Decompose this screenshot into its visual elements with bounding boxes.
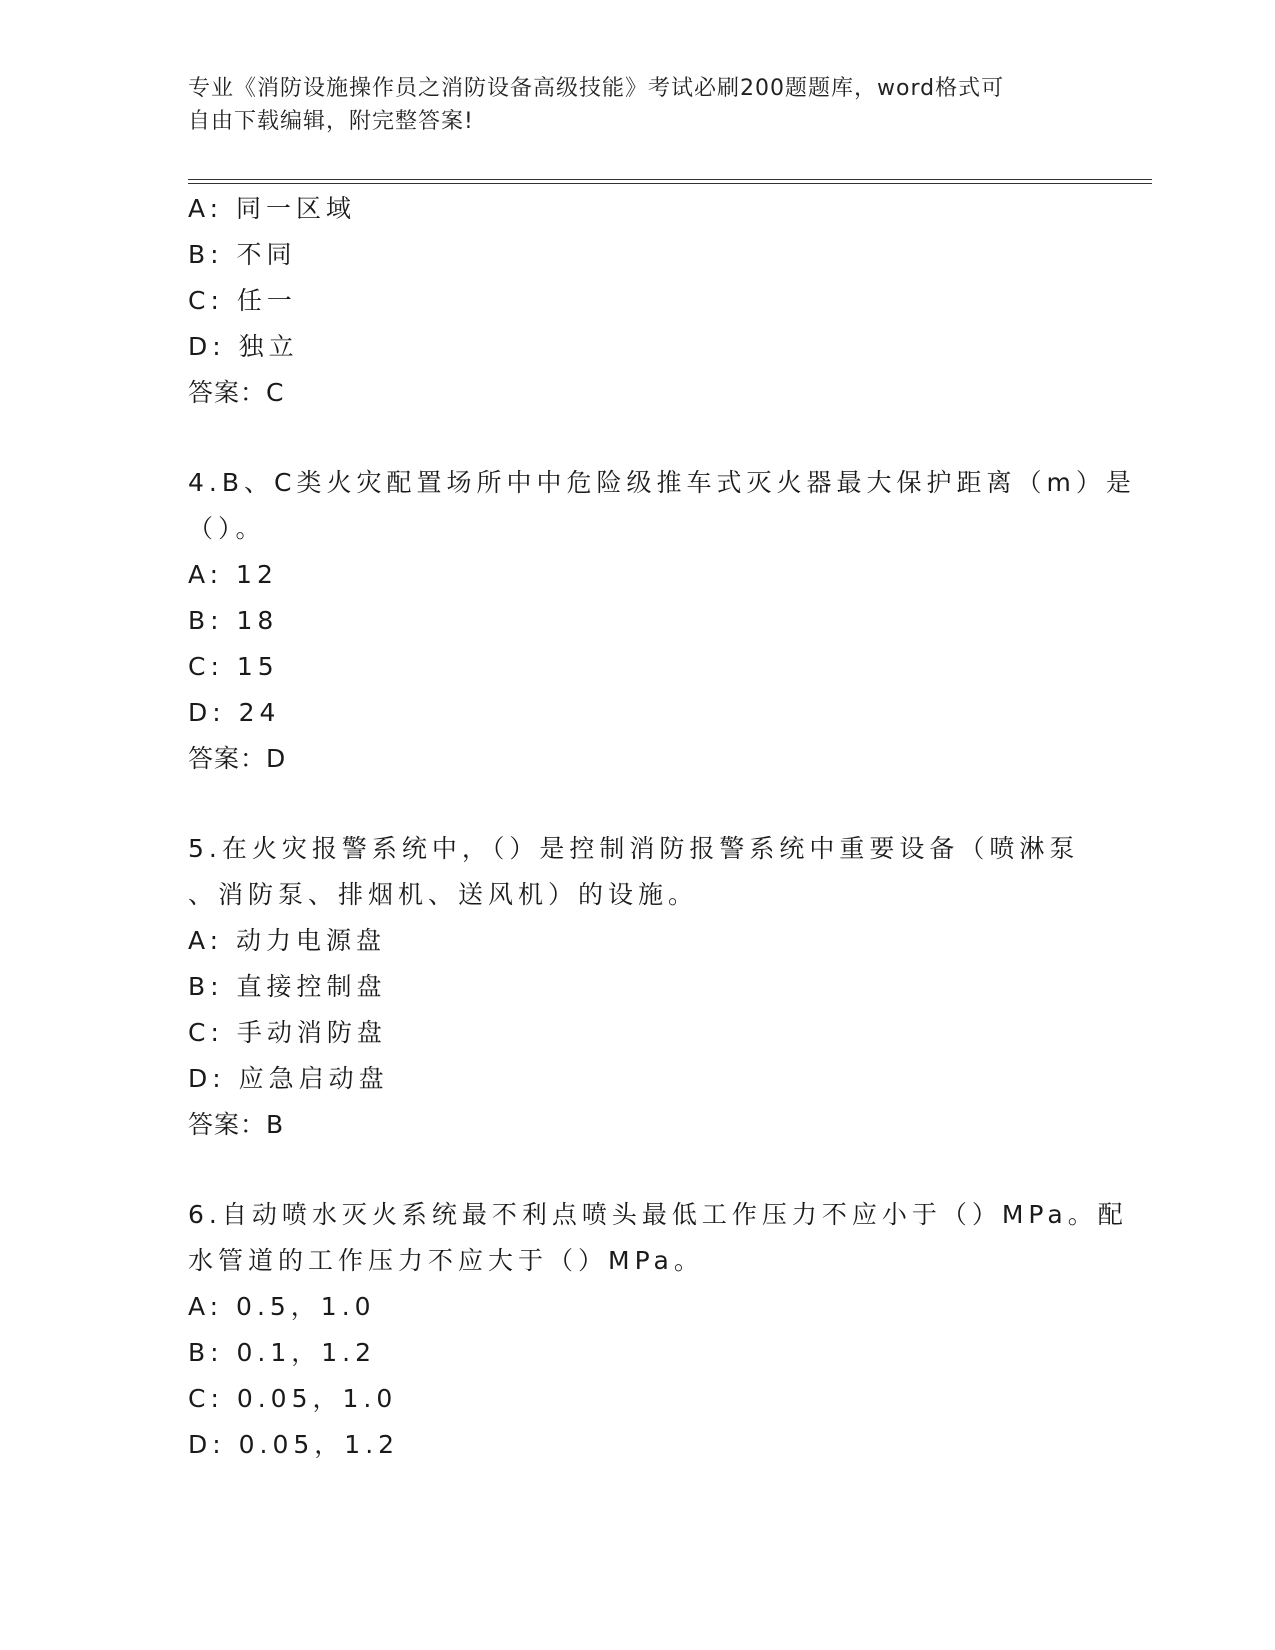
question-5 xyxy=(188,826,1088,1148)
question-6 xyxy=(188,1192,1128,1468)
option-b: B: 不同 xyxy=(188,240,297,269)
option-c: C: 手动消防盘 xyxy=(188,1018,387,1047)
question-stem-line-2: 水管道的工作压力不应大于（）MPa。 xyxy=(188,1246,704,1275)
option-a: A: 12 xyxy=(188,560,278,589)
question-stem-line-1: 4.B、C类火灾配置场所中中危险级推车式灭火器最大保护距离（m）是 xyxy=(188,468,1136,497)
option-c: C: 任一 xyxy=(188,286,297,315)
option-b: B: 0.1，1.2 xyxy=(188,1338,377,1367)
option-d: D: 独立 xyxy=(188,332,299,361)
option-c: C: 15 xyxy=(188,652,279,681)
question-stem-line-2: 、消防泵、排烟机、送风机）的设施。 xyxy=(188,880,699,909)
option-a: A: 0.5，1.0 xyxy=(188,1292,376,1321)
option-a: A: 动力电源盘 xyxy=(188,926,387,955)
option-d: D: 24 xyxy=(188,698,281,727)
question-3 xyxy=(188,186,1088,416)
option-d: D: 应急启动盘 xyxy=(188,1064,389,1093)
question-4 xyxy=(188,460,1136,782)
option-a: A: 同一区域 xyxy=(188,194,357,223)
header-divider xyxy=(188,179,1152,184)
answer-line: 答案：B xyxy=(188,1110,285,1139)
header-title-line-2: 自由下载编辑，附完整答案! xyxy=(188,109,474,134)
option-c: C: 0.05，1.0 xyxy=(188,1384,398,1413)
answer-line: 答案：D xyxy=(188,744,287,773)
spacer xyxy=(188,1148,1088,1192)
question-list xyxy=(188,186,1136,1468)
option-b: B: 18 xyxy=(188,606,279,635)
answer-line: 答案：C xyxy=(188,378,285,407)
option-d: D: 0.05，1.2 xyxy=(188,1430,400,1459)
question-stem-line-1: 6.自动喷水灭火系统最不利点喷头最低工作压力不应小于（）MPa。配 xyxy=(188,1200,1128,1229)
document-header xyxy=(188,72,1088,138)
question-stem-line-2: （）。 xyxy=(188,514,266,543)
spacer xyxy=(188,782,1088,826)
option-b: B: 直接控制盘 xyxy=(188,972,387,1001)
header-title-line-1: 专业《消防设施操作员之消防设备高级技能》考试必刷200题题库，word格式可 xyxy=(188,76,1005,101)
question-stem-line-1: 5.在火灾报警系统中，（）是控制消防报警系统中重要设备（喷淋泵 xyxy=(188,834,1080,863)
spacer xyxy=(188,416,1088,460)
